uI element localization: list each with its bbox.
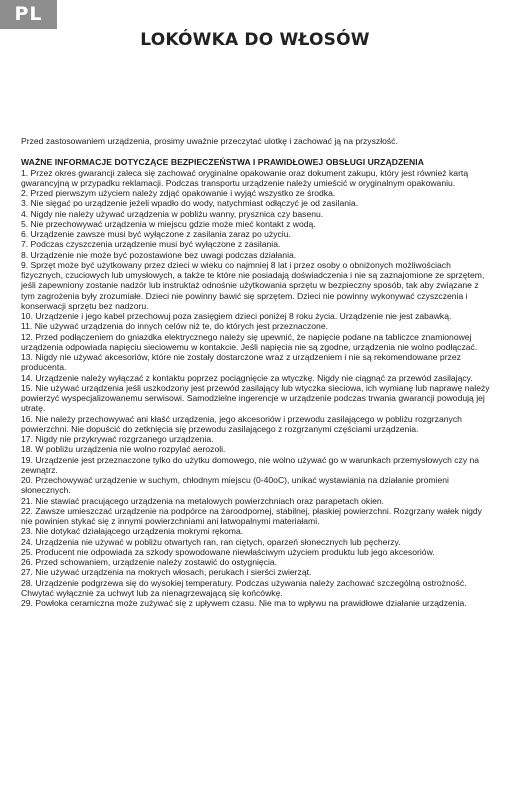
document-body <box>21 136 493 608</box>
safety-item-17: 17. Nigdy nie przykrywać rozgrzanego urządzenia. <box>21 434 214 444</box>
language-badge: PL <box>0 0 57 29</box>
safety-item-25: 25. Producent nie odpowiada za szkody spowodowane niewłaściwym użyciem produktu lub jego akcesoriów. <box>21 546 435 557</box>
safety-item-12: 12. Przed podłączeniem do gniazdka elektrycznego należy się upewnić, że napięcie podane na tabliczce znamionowej urządzenia odpowiada napięciu sieciowemu w kontakcie. Jeśli napięcia nie są zgodne, urządzenia nie wolno podłączać. <box>21 331 478 352</box>
safety-item-10: 10. Urządzenie i jego kabel przechowuj poza zasięgiem dzieci poniżej 8 roku życia. Urządzenie nie jest zabawką. <box>21 311 452 321</box>
safety-item-27: 27. Nie używać urządzenia na mokrych włosach, perukach i sierści zwierząt. <box>21 567 312 578</box>
safety-item-28: 28. Urządzenie podgrzewa się do wysokiej temperatury. Podczas używania należy zachować szczególną ostrożność. Chwytać wyłącznie za uchwyt lub za nienagrzewającą się końcówkę. <box>21 577 467 598</box>
safety-item-16: 16. Nie należy przechowywać ani kłaść urządzenia, jego akcesoriów i przewodu zasilającego w pobliżu rozgrzanych powierzchni. Nie dopuścić do zetknięcia się przewodu zasilającego z rozgrzanymi częściami urządzenia. <box>21 413 462 434</box>
safety-item-7: 7. Podczas czyszczenia urządzenie musi być wyłączone z zasilania. <box>21 239 281 250</box>
safety-item-21: 21. Nie stawiać pracującego urządzenia na metalowych powierzchniach oraz parapetach okien. <box>21 495 385 506</box>
safety-item-14: 14. Urządzenie należy wyłączać z kontaktu poprzez pociągnięcie za wtyczkę. Nigdy nie ciągnąć za przewód zasilający. <box>21 372 473 383</box>
safety-item-9: 9. Sprzęt może być użytkowany przez dzieci w wieku co najmniej 8 lat i przez osoby o obniżonych możliwościach fizycznych, czuciowych lub umysłowych, a także te które nie posiadają doświadczenia i nie są zaznajomione ze sprzętem, jeśli zapewniony zostanie nadzór lub instruktaż odnośnie użytkowania sprzętu w bezpieczny sposób, tak aby związane z tym zagrożenia były zrozumiałe. Dzieci nie powinny bawić się sprzętem. Dzieci nie powinny wykonywać czyszczenia i konserwacji sprzętu bez nadzoru. <box>21 259 485 311</box>
safety-item-11: 11. Nie używać urządzenia do innych celów niż te, do których jest przeznaczone. <box>21 321 328 332</box>
safety-item-22: 22. Zawsze umieszczać urządzenie na podpórce na żaroodpornej, stabilnej, płaskiej powierzchni. Rozgrzany wałek nigdy nie powinien stykać się z innymi powierzchniami ani łatwopalnymi materiałami. <box>21 505 482 526</box>
safety-item-29: 29. Powłoka ceramiczna może zużywać się z upływem czasu. Nie ma to wpływu na prawidłowe działanie urządzenia. <box>21 598 467 608</box>
safety-item-8: 8. Urządzenie nie może być pozostawione bez uwagi podczas działania. <box>21 249 297 260</box>
safety-item-5: 5. Nie przechowywać urządzenia w miejscu gdzie może mieć kontakt z wodą. <box>21 218 316 229</box>
safety-item-24: 24. Urządzenia nie używać w pobliżu otwartych ran, ran ciętych, oparzeń słonecznych lub pęcherzy. <box>21 536 401 547</box>
safety-item-18: 18. W pobliżu urządzenia nie wolno rozpylać aerozoli. <box>21 444 226 455</box>
safety-item-15: 15. Nie używać urządzenia jeśli uszkodzony jest przewód zasilający lub wtyczka sieciowa, ich wymianę lub naprawę należy powierzyć wyspecjalizowanemu serwisowi. Samodzielne ingerencje w urządzenie podczas trwania gwarancji powodują jej utratę. <box>21 382 490 414</box>
safety-item-6: 6. Urządzenie zawsze musi być wyłączone z zasilania zaraz po użyciu. <box>21 229 291 239</box>
safety-item-20: 20. Przechowywać urządzenie w suchym, chłodnym miejscu (0-40oC), unikać wystawiania na działanie promieni słonecznych. <box>21 475 449 496</box>
safety-item-19: 19. Urządzenie jest przeznaczone tylko do użytku domowego, nie wolno używać go w warunkach przemysłowych czy na zewnątrz. <box>21 454 480 475</box>
safety-item-3: 3. Nie sięgać po urządzenie jeżeli wpadło do wody, natychmiast odłączyć je od zasilania. <box>21 198 359 209</box>
safety-item-4: 4. Nigdy nie należy używać urządzenia w pobliżu wanny, prysznica czy basenu. <box>21 208 324 219</box>
safety-item-2: 2. Przed pierwszym użyciem należy zdjąć opakowanie i wyjąć wszystko ze środka. <box>21 188 336 198</box>
safety-section-heading: WAŻNE INFORMACJE DOTYCZĄCE BEZPIECZEŃSTWA I PRAWIDŁOWEJ OBSŁUGI URZĄDZENIA <box>21 157 424 168</box>
intro-paragraph: Przed zastosowaniem urządzenia, prosimy uważnie przeczytać ulotkę i zachować ją na przyszłość. <box>21 136 398 146</box>
safety-item-13: 13. Nigdy nie używać akcesoriów, które nie zostały dostarczone wraz z urządzeniem i nie są rekomendowane przez producenta. <box>21 352 461 373</box>
safety-item-1: 1. Przez okres gwarancji zaleca się zachować oryginalne opakowanie oraz dokument zakupu, który jest również kartą gwarancyjną w przypadku reklamacji. Podczas transportu urządzenie należy umieścić w oryginalnym opakowaniu. <box>21 167 469 188</box>
page-title: LOKÓWKA DO WŁOSÓW <box>140 30 370 50</box>
safety-item-26: 26. Przed schowaniem, urządzenie należy zostawić do ostygnięcia. <box>21 557 278 567</box>
safety-item-23: 23. Nie dotykać działającego urządzenia mokrymi rękoma. <box>21 526 244 537</box>
